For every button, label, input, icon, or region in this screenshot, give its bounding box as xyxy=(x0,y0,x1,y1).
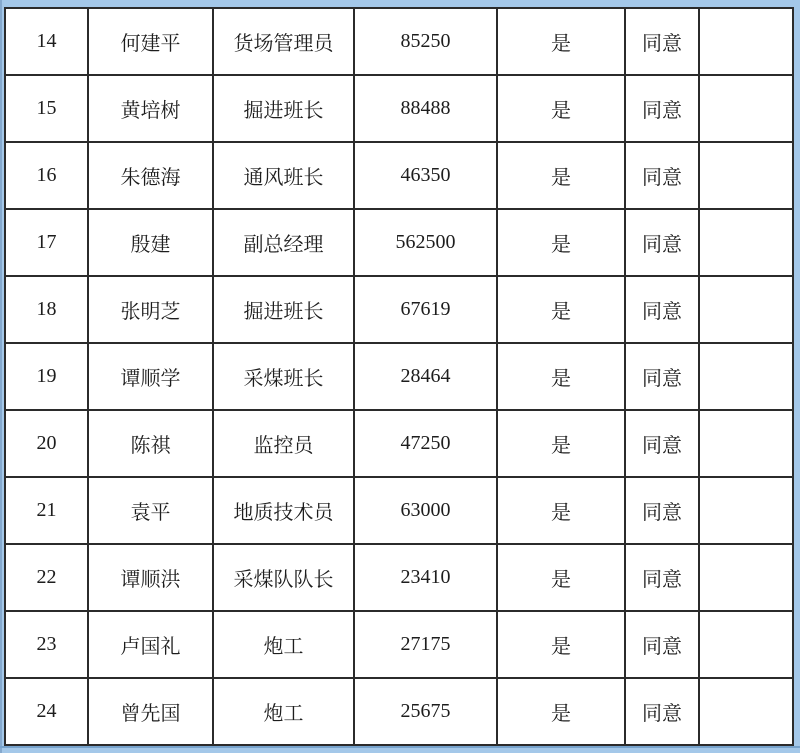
cell-row-number: 17 xyxy=(5,209,88,276)
cell-row-number: 20 xyxy=(5,410,88,477)
table-row xyxy=(5,477,793,544)
table-row xyxy=(5,276,793,343)
cell-confirm: 是 xyxy=(497,142,625,209)
cell-row-number: 18 xyxy=(5,276,88,343)
cell-confirm: 是 xyxy=(497,544,625,611)
cell-amount: 85250 xyxy=(354,8,497,75)
cell-amount: 28464 xyxy=(354,343,497,410)
cell-confirm: 是 xyxy=(497,410,625,477)
cell-opinion: 同意 xyxy=(625,611,699,678)
table-row xyxy=(5,611,793,678)
cell-name: 谭顺学 xyxy=(88,343,213,410)
page-bottom-edge xyxy=(0,746,800,748)
cell-row-number: 22 xyxy=(5,544,88,611)
cell-name: 黄培树 xyxy=(88,75,213,142)
cell-row-number: 14 xyxy=(5,8,88,75)
cell-name: 张明芝 xyxy=(88,276,213,343)
cell-opinion: 同意 xyxy=(625,410,699,477)
cell-opinion: 同意 xyxy=(625,142,699,209)
cell-remark xyxy=(699,343,793,410)
cell-opinion: 同意 xyxy=(625,276,699,343)
cell-opinion: 同意 xyxy=(625,343,699,410)
cell-confirm: 是 xyxy=(497,477,625,544)
cell-name: 曾先国 xyxy=(88,678,213,745)
cell-amount: 63000 xyxy=(354,477,497,544)
cell-row-number: 23 xyxy=(5,611,88,678)
cell-confirm: 是 xyxy=(497,343,625,410)
cell-name: 陈祺 xyxy=(88,410,213,477)
cell-name: 朱德海 xyxy=(88,142,213,209)
cell-name: 袁平 xyxy=(88,477,213,544)
cell-title: 通风班长 xyxy=(213,142,354,209)
cell-row-number: 21 xyxy=(5,477,88,544)
cell-amount: 67619 xyxy=(354,276,497,343)
table-row xyxy=(5,75,793,142)
cell-remark xyxy=(699,611,793,678)
cell-title: 货场管理员 xyxy=(213,8,354,75)
cell-remark xyxy=(699,544,793,611)
cell-name: 卢国礼 xyxy=(88,611,213,678)
cell-name: 殷建 xyxy=(88,209,213,276)
cell-title: 掘进班长 xyxy=(213,75,354,142)
employee-table-body xyxy=(5,8,793,745)
cell-amount: 88488 xyxy=(354,75,497,142)
cell-amount: 46350 xyxy=(354,142,497,209)
cell-amount: 47250 xyxy=(354,410,497,477)
cell-remark xyxy=(699,142,793,209)
cell-opinion: 同意 xyxy=(625,477,699,544)
cell-row-number: 16 xyxy=(5,142,88,209)
table-row xyxy=(5,142,793,209)
cell-confirm: 是 xyxy=(497,209,625,276)
cell-row-number: 24 xyxy=(5,678,88,745)
employee-table xyxy=(4,7,794,746)
cell-title: 采煤队队长 xyxy=(213,544,354,611)
cell-remark xyxy=(699,477,793,544)
cell-remark xyxy=(699,276,793,343)
table-row xyxy=(5,544,793,611)
cell-title: 掘进班长 xyxy=(213,276,354,343)
table-row xyxy=(5,678,793,745)
cell-confirm: 是 xyxy=(497,276,625,343)
cell-confirm: 是 xyxy=(497,75,625,142)
cell-title: 监控员 xyxy=(213,410,354,477)
cell-remark xyxy=(699,8,793,75)
cell-opinion: 同意 xyxy=(625,544,699,611)
cell-confirm: 是 xyxy=(497,8,625,75)
cell-opinion: 同意 xyxy=(625,678,699,745)
cell-amount: 25675 xyxy=(354,678,497,745)
cell-remark xyxy=(699,678,793,745)
cell-amount: 562500 xyxy=(354,209,497,276)
table-row xyxy=(5,8,793,75)
cell-opinion: 同意 xyxy=(625,75,699,142)
cell-opinion: 同意 xyxy=(625,8,699,75)
cell-name: 谭顺洪 xyxy=(88,544,213,611)
cell-name: 何建平 xyxy=(88,8,213,75)
cell-remark xyxy=(699,75,793,142)
table-row xyxy=(5,410,793,477)
cell-title: 副总经理 xyxy=(213,209,354,276)
cell-confirm: 是 xyxy=(497,611,625,678)
cell-title: 地质技术员 xyxy=(213,477,354,544)
cell-title: 炮工 xyxy=(213,611,354,678)
cell-confirm: 是 xyxy=(497,678,625,745)
cell-row-number: 15 xyxy=(5,75,88,142)
cell-remark xyxy=(699,209,793,276)
cell-amount: 27175 xyxy=(354,611,497,678)
table-row xyxy=(5,343,793,410)
page-left-edge xyxy=(0,0,2,753)
cell-row-number: 19 xyxy=(5,343,88,410)
cell-opinion: 同意 xyxy=(625,209,699,276)
cell-amount: 23410 xyxy=(354,544,497,611)
cell-title: 炮工 xyxy=(213,678,354,745)
cell-title: 采煤班长 xyxy=(213,343,354,410)
table-row xyxy=(5,209,793,276)
cell-remark xyxy=(699,410,793,477)
